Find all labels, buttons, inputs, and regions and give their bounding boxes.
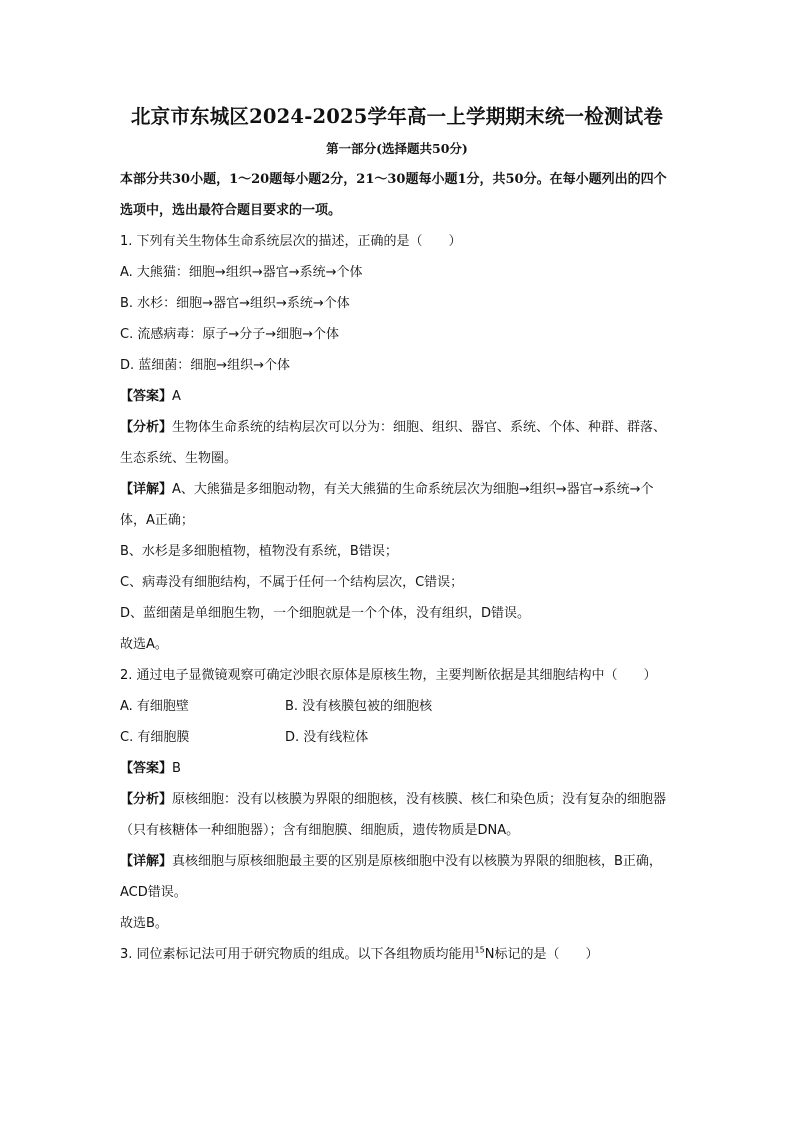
question-1-option-d: D. 蓝细菌：细胞→组织→个体 [120,358,291,373]
analysis-tag: 【分析】 [120,792,173,807]
question-2-option-d: D. 没有线粒体 [285,730,369,745]
question-1-stem: 1. 下列有关生物体生命系统层次的描述，正确的是（ ） [120,234,462,249]
detail-text: 真核细胞与原核细胞最主要的区别是原核细胞中没有以核膜为界限的细胞核，B正确，ACD错误。 [120,854,662,900]
question-2-options-row-2 [120,722,674,753]
question-2-stem: 2. 通过电子显微镜观察可确定沙眼衣原体是原核生物，主要判断依据是其细胞结构中（ ） [120,668,657,683]
question-1-answer [120,381,674,412]
detail-tag: 【详解】 [120,482,173,497]
question-2-option-c: C. 有细胞膜 [120,730,190,745]
isotope-mass-number: 15 [474,945,485,955]
detail-tag: 【详解】 [120,854,173,869]
question-1-conclusion: 故选A。 [120,637,168,652]
exam-title: 北京市东城区2024-2025学年高一上学期期末统一检测试卷 [130,105,664,128]
answer-tag: 【答案】 [120,761,173,776]
isotope-symbol: N [484,947,495,962]
answer-tag: 【答案】 [120,389,173,404]
analysis-text: 原核细胞：没有以核膜为界限的细胞核，没有核膜、核仁和染色质；没有复杂的细胞器（只有核糖体一种细胞器）；含有细胞膜、细胞质，遗传物质是DNA。 [120,792,667,838]
question-1-option-c: C. 流感病毒：原子→分子→细胞→个体 [120,327,340,342]
question-3-stem-end: 标记的是（ ） [494,947,599,962]
detail-text: A、大熊猫是多细胞动物，有关大熊猫的生命系统层次为细胞→组织→器官→系统→个体，A正确； [120,482,654,528]
answer-value: B [172,761,181,776]
question-2-option-b: B. 没有核膜包被的细胞核 [285,699,433,714]
answer-value: A [172,389,181,404]
question-2-option-a: A. 有细胞壁 [120,699,189,714]
question-1-detail-b: B、水杉是多细胞植物，植物没有系统，B错误； [120,544,398,559]
question-1-option-b: B. 水杉：细胞→器官→组织→系统→个体 [120,296,350,311]
question-1-detail-d: D、蓝细菌是单细胞生物，一个细胞就是一个个体，没有组织，D错误。 [120,606,531,621]
question-1-option-a: A. 大熊猫：细胞→组织→器官→系统→个体 [120,265,363,280]
question-3-stem [120,939,674,970]
question-3-stem-start: 3. 同位素标记法可用于研究物质的组成。以下各组物质均能用 [120,947,475,962]
question-2-conclusion: 故选B。 [120,916,168,931]
question-2-answer [120,753,674,784]
question-1-analysis [120,412,674,474]
question-1-detail [120,474,674,536]
analysis-text: 生物体生命系统的结构层次可以分为：细胞、组织、器官、系统、个体、种群、群落、生态系统、生物圈。 [120,420,667,466]
analysis-tag: 【分析】 [120,420,173,435]
section-instructions: 本部分共30小题，1～20题每小题2分，21～30题每小题1分，共50分。在每小题列出的四个选项中，选出最符合题目要求的一项。 [120,172,667,218]
question-2-options-row-1 [120,691,674,722]
question-1-detail-c: C、病毒没有细胞结构，不属于任何一个结构层次，C错误； [120,575,464,590]
section-subtitle: 第一部分(选择题共50分) [326,141,468,156]
question-2-analysis [120,784,674,846]
question-2-detail [120,846,674,908]
